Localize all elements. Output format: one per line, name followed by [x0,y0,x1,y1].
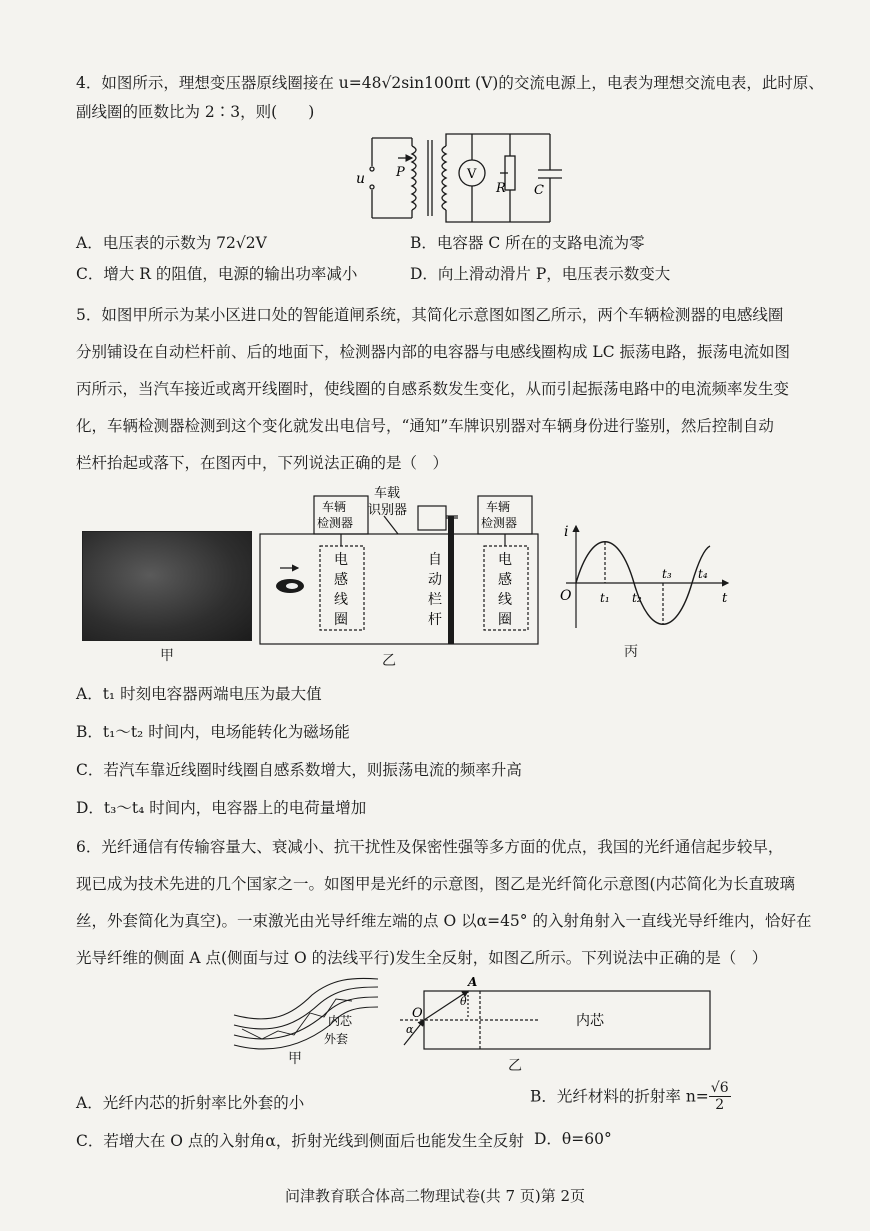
barrier-char-4: 杆 [428,612,442,628]
label-r: R [496,181,506,196]
left-coil-char-4: 圈 [334,612,348,628]
q4-option-d[interactable]: D．向上滑动滑片 P，电压表示数变大 [410,265,671,283]
label-c: C [534,183,544,198]
q5-stem-line-1: 5．如图甲所示为某小区进口处的智能道闸系统，其简化示意图如图乙所示，两个车辆检测器的电感线圈 [76,306,784,324]
left-detector-label-1: 车辆 [322,500,347,514]
recognizer-label-2: 识别器 [368,503,408,518]
fraction-denominator: 2 [715,1097,725,1113]
q5-option-b[interactable]: B．t₁～t₂ 时间内，电场能转化为磁场能 [76,723,350,741]
q6-option-b-text: B．光纤材料的折射率 n= [530,1087,709,1106]
angle-alpha: α [406,1023,414,1036]
q6-stem-line-1: 6．光纤通信有传输容量大、衰减小、抗干扰性及保密性强等多方面的优点，我国的光纤通信起步较早， [76,838,784,856]
q5-stem-line-3: 丙所示，当汽车接近或离开线圈时，使线圈的自感系数发生变化，从而引起振荡电路中的电流频率发生变 [76,380,790,398]
left-coil-char-3: 线 [334,592,348,608]
caption-jia-q6: 甲 [288,1051,302,1067]
q4-option-b[interactable]: B．电容器 C 所在的支路电流为零 [410,234,645,252]
q4-stem-line-1: 4．如图所示，理想变压器原线圈接在 u=48√2sin100πt (V)的交流电源上，电表为理想交流电表，此时原、 [76,74,824,92]
caption-yi-q6: 乙 [508,1058,522,1074]
optical-fiber-sketch [232,975,382,1055]
right-detector-label-2: 检测器 [481,516,518,530]
q4-option-a[interactable]: A．电压表的示数为 72√2V [76,234,267,252]
q6-stem-line-3: 丝，外套简化为真空)。一束激光由光导纤维左端的点 O 以α=45° 的入射角射入一直线光导纤维内，恰好在 [76,912,812,930]
q4-option-c[interactable]: C．增大 R 的阻值，电源的输出功率减小 [76,265,358,283]
point-o-q6: O [412,1006,423,1021]
axis-t: t [722,591,728,606]
refractive-index-fraction [709,1080,731,1113]
barrier-char-3: 栏 [428,592,442,608]
tick-t2: t₂ [632,591,642,605]
right-coil-char-3: 线 [498,592,512,608]
q6-option-b[interactable] [530,1080,731,1113]
q6-option-d[interactable]: D．θ=60° [534,1130,612,1148]
axis-i: i [564,524,569,540]
q4-stem-line-2: 副线圈的匝数比为 2∶3，则( ) [76,103,315,121]
barrier-char-2: 动 [428,572,442,588]
angle-theta: θ [460,995,467,1008]
tick-t3: t₃ [662,567,672,581]
fiber-refraction-diagram [390,975,715,1070]
oscillation-current-graph [558,520,738,635]
caption-bing-q5: 丙 [624,644,638,660]
q5-option-d[interactable]: D．t₃～t₄ 时间内，电容器上的电荷量增加 [76,799,367,817]
q5-option-c[interactable]: C．若汽车靠近线圈时线圈自感系数增大，则振荡电流的频率升高 [76,761,522,779]
left-coil-char-1: 电 [334,552,348,568]
barrier-char-1: 自 [428,552,442,568]
q5-stem-line-5: 栏杆抬起或落下，在图丙中，下列说法正确的是（ ） [76,454,449,472]
point-a: A [468,975,478,989]
left-coil-char-2: 感 [334,572,348,588]
q6-option-a[interactable]: A．光纤内芯的折射率比外套的小 [76,1094,305,1112]
right-coil-char-4: 圈 [498,612,512,628]
label-voltmeter: V [467,167,477,182]
label-p: P [396,165,405,180]
q5-option-a[interactable]: A．t₁ 时刻电容器两端电压为最大值 [76,685,322,703]
caption-jia-q5: 甲 [160,648,174,664]
q5-stem-line-4: 化，车辆检测器检测到这个变化就发出电信号，“通知”车牌识别器对车辆身份进行鉴别，然后控制自动 [76,417,774,435]
right-coil-char-2: 感 [498,572,512,588]
fiber-core-label: 内芯 [328,1014,353,1028]
q5-stem-line-2: 分别铺设在自动栏杆前、后的地面下，检测器内部的电容器与电感线圈构成 LC 振荡电路，振荡电流如图 [76,343,791,361]
core-label-q6: 内芯 [576,1013,604,1029]
barrier-gate-photo [82,531,252,641]
page-footer: 问津教育联合体高二物理试卷(共 7 页)第 2页 [284,1187,586,1205]
barrier-schematic [258,486,540,646]
fraction-numerator: √6 [710,1080,729,1096]
q4-transformer-circuit [350,128,580,228]
tick-t4: t₄ [698,567,708,581]
right-coil-char-1: 电 [498,552,512,568]
label-u: u [356,171,366,187]
q6-stem-line-2: 现已成为技术先进的几个国家之一。如图甲是光纤的示意图，图乙是光纤简化示意图(内芯简化为长直玻璃 [76,875,796,893]
q6-option-c[interactable]: C．若增大在 O 点的入射角α，折射光线到侧面后也能发生全反射 [76,1132,524,1150]
recognizer-label-1: 车载 [374,486,401,501]
left-detector-label-2: 检测器 [317,516,354,530]
fiber-cladding-label: 外套 [324,1032,349,1046]
right-detector-label-1: 车辆 [486,500,511,514]
tick-t1: t₁ [600,591,610,605]
caption-yi-q5: 乙 [382,653,396,669]
q6-stem-line-4: 光导纤维的侧面 A 点(侧面与过 O 的法线平行)发生全反射，如图乙所示。下列说法中正确的是（ ） [76,949,768,967]
origin-o-q5: O [560,588,572,604]
